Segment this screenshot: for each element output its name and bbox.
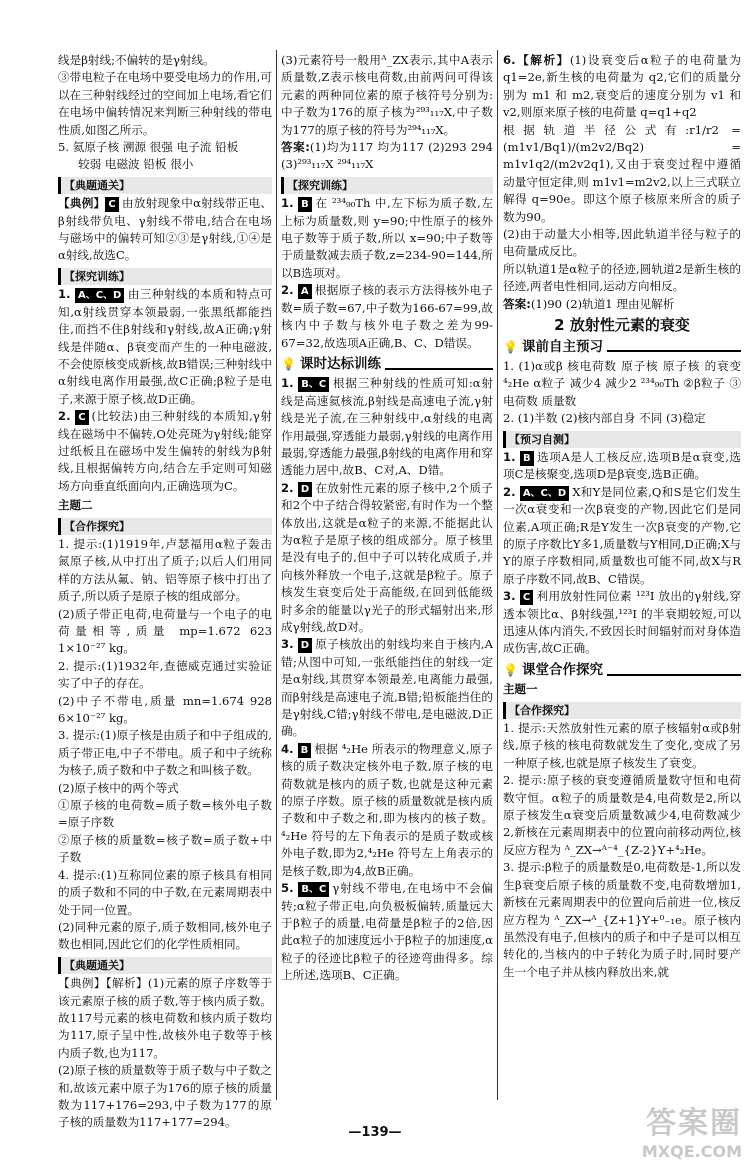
paragraph: 1. B 在 ²³⁴₉₀Th 中,左下标为质子数,左上标为质量数,则 y=90;中性原子的核外电子数等于质子数,所以 x=90;中子数等于质量数减去质子数,z=234-90=144,所以B选项对。 bbox=[281, 196, 494, 280]
lightbulb-icon: 💡 bbox=[281, 356, 296, 371]
paragraph: 4. 提示:(1)互称同位素的原子核具有相同的质子数和不同的中子数,在元素周期表中处于同一位置。 bbox=[58, 867, 272, 917]
section-tag: 【探究训练】 bbox=[58, 268, 272, 285]
paragraph: 3. 提示:β粒子的质量数是0,电荷数是-1,所以发生β衰变后原子核的质量数不变,电荷数增加1,新核在元素周期表中的位置向后前进一位,核反应方程为 ᴬ_ZX→ᴬ_{Z+1}Y+⁰₋₁e。原子核内虽然没有电子,但核内的质子和中子是可以相互转化的,当核内的中子转化为质子时,同时要产生一个电子并从核内释放出来,就 bbox=[503, 860, 741, 979]
topic-heading: 主题二 bbox=[58, 498, 93, 513]
paragraph: 1. 提示:天然放射性元素的原子核辐射α或β射线,原子核的核电荷数就发生了变化,变成了另一种原子核,也就是原子核发生了衰变。 bbox=[503, 721, 741, 770]
lightbulb-icon: 💡 bbox=[503, 339, 518, 354]
paragraph: (2)原子核的质量数等于质子数与中子数之和,故该元素中原子为176的原子核的质量数为117+176=293,中子数为177的原子核的质量数为117+177=294。 bbox=[58, 1063, 272, 1130]
paragraph: 4. B 根据 ⁴₂He 所表示的物理意义,原子核的质子数决定核外电子数,原子核的电荷数就是核内的质子数,也就是这种元素的原子序数。原子核的质量数就是核内质子数和中子数之和,即为核内的核子数。⁴₂He 符号的左下角表示的是质子数或核外电子数,即为2,⁴₂He 符号左上角表示的是核子数,即为4,故B正确。 bbox=[281, 741, 494, 878]
paragraph: ①原子核的电荷数=质子数=核外电子数=原子序数 bbox=[58, 798, 272, 830]
paragraph: 【典例】 C 由放射现象中α射线带正电、β射线带负电、γ射线不带电,结合在电场与磁场中的偏转可知②③是γ射线,①④是α射线,故选C。 bbox=[58, 196, 272, 263]
paragraph: 1. B、C 根据三种射线的性质可知:α射线是高速氦核流,β射线是高速电子流,γ射线是光子流,在三种射线中,α射线的电离作用最强,穿透能力最弱,γ射线的电离作用最弱,穿透能力最强,β射线的电离作用和穿透能力居中,故B、C对,A、D错。 bbox=[281, 376, 493, 478]
paragraph: (2)由于动量大小相等,因此轨道半径与粒子的电荷量成反比。 bbox=[503, 227, 741, 259]
paragraph: 2. 提示:原子核的衰变遵循质量数守恒和电荷数守恒。α粒子的质量数是4,电荷数是2,所以原子核发生α衰变后质量数减少4,电荷数减少2,新核在元素周期表中的位置向前移动两位,核反应方程为 ᴬ_ZX→ᴬ⁻⁴_{Z-2}Y+⁴₂He。 bbox=[503, 773, 741, 857]
paragraph: 2. C (比较法)由三种射线的本质知,γ射线在磁场中不偏转,O处亮斑为γ射线;能穿过纸板且在磁场中发生偏转的射线为β射线,且根据偏转方向,结合左手定则可知磁场方向垂直纸面向内,正确选项为C。 bbox=[58, 409, 272, 493]
lightbulb-icon: 💡 bbox=[503, 662, 518, 677]
section-tag: 【预习自测】 bbox=[503, 431, 741, 448]
section-tag: 【探究训练】 bbox=[281, 177, 493, 194]
paragraph: 1. 提示:(1)1919年,卢瑟福用α粒子轰击氮原子核,从中打出了质子;以后人们用同样的方法从氟、钠、铝等原子核中打出了质子,所以质子是原子核的组成部分。 bbox=[58, 536, 272, 604]
paragraph: 3. 提示:(1)原子核是由质子和中子组成的,质子带正电,中子不带电。质子和中子统称为核子,质子数和中子数之和叫核子数。 bbox=[58, 728, 272, 778]
paragraph: ②原子核的质量数=核子数=质子数+中子数 bbox=[58, 832, 272, 865]
paragraph: 线是β射线;不偏转的是γ射线。 bbox=[58, 53, 215, 67]
paragraph: (2)同种元素的原子,质子数相同,核外电子数也相同,因此它们的化学性质相同。 bbox=[58, 919, 272, 952]
paragraph: 5. B、C γ射线不带电,在电场中不会偏转;α粒子带正电,向负极板偏转,质量远大于β粒子的质量,电荷量是β粒子的2倍,因此α粒子的加速度远小于β粒子的加速度,α粒子的径迹比β粒子的径迹弯曲得多。综上所述,选项B、C正确。 bbox=[281, 881, 493, 983]
section-tag: 【典题通关】 bbox=[58, 957, 272, 974]
paragraph: 答案:(1)90 (2)轨道1 理由见解析 bbox=[503, 296, 675, 311]
paragraph: 答案:(1)均为117 均为117 (2)293 294 (3)²⁹³₁₁₇X ²⁹⁴₁₁₇X bbox=[281, 140, 493, 172]
paragraph: 5. 氦原子核 溯源 很强 电子流 铅板 bbox=[58, 140, 239, 155]
paragraph: 根据轨道半径公式有:r1/r2 = (m1v1/Bq1)/(m2v2/Bq2) = m1v1q2/(m2v2q1),又由于衰变过程中遵循动量守恒定律,则 m1v1=m2v2,以上三式联立解得 q=90e。即这个原子核原来所含的质子数为90。 bbox=[503, 122, 741, 224]
paragraph: 较弱 电磁波 铅板 很小 bbox=[78, 157, 194, 172]
topic-heading: 主题一 bbox=[503, 682, 538, 697]
paragraph: 2. D 在放射性元素的原子核中,2个质子和2个中子结合得较紧密,有时作为一个整体放出,这就是α粒子的来源,不能据此认为α粒子是原子核的组成部分。原子核里是没有电子的,但中子可以转化成质子,并向核外释放一个电子,这就是β粒子。原子核发生衰变后处于高能级,在回到低能级时多余的能量以γ光子的形式辐射出来,形成γ射线,故D对。 bbox=[281, 480, 493, 634]
paragraph: 所以轨道1是α粒子的径迹,圆轨道2是新生核的径迹,两者电性相同,运动方向相反。 bbox=[503, 261, 741, 294]
paragraph: 2. A、C、D X和Y是同位素,Q和S是它们发生一次α衰变和一次β衰变的产物,因此它们是同位素,A项正确;R是Y发生一次β衰变的产物,它的原子序数比Y多1,质量数与Y相同,D正确;X与Y的原子序数相同,质量数也可能不同,故X与R原子序数不同,故B、C错误。 bbox=[503, 484, 741, 586]
paragraph: (2)质子带正电荷,电荷量与一个电子的电荷量相等,质量 mp=1.672 623 1×10⁻²⁷ kg。 bbox=[58, 606, 272, 656]
paragraph: (3)元素符号一般用ᴬ_ZX表示,其中A表示质量数,Z表示核电荷数,由前两问可得该元素的两种同位素的原子核符号分别为:中子数为176的原子核为²⁹³₁₁₇X,中子数为177的原子核的符号为²⁹⁴₁₁₇X。 bbox=[281, 53, 493, 137]
section-tag: 【典题通关】 bbox=[58, 177, 272, 194]
section-heading: 💡 课前自主预习 bbox=[503, 339, 741, 356]
section-heading: 💡 课堂合作探究 bbox=[503, 662, 741, 679]
paragraph: 2. A 根据原子核的表示方法得核外电子数=质子数=67,中子数为166-67=99,故核内中子数与核外电子数之差为99-67=32,故选项A正确,B、C、D错误。 bbox=[281, 283, 493, 350]
paragraph: (2)中子不带电,质量 mn=1.674 928 6×10⁻²⁷ kg。 bbox=[58, 693, 272, 726]
paragraph: 3. D 原子核放出的射线均来自于核内,A错;从图中可知,一张纸能挡住的射线一定是α射线,其贯穿本领最差,电离能力最强,而β射线是高速电子流,B错;铅板能挡住的是γ射线,C错;γ射线不带电,是电磁波,D正确。 bbox=[281, 637, 493, 739]
page-number: —139— bbox=[348, 1125, 402, 1140]
column-left bbox=[58, 52, 272, 1132]
paragraph: ③带电粒子在电场中要受电场力的作用,可以在三种射线经过的空间加上电场,看它们在电场中偏转情况来判断三种射线的带电性质,如图乙所示。 bbox=[58, 70, 272, 137]
paragraph: 1. (1)α或β 核电荷数 原子核 原子核 的衰变 ⁴₂He α粒子 减少4 减少2 ²³⁴₉₀Th ②β粒子 ③电荷数 质量数 bbox=[503, 358, 741, 408]
paragraph: 2. 提示:(1)1932年,查德威克通过实验证实了中子的存在。 bbox=[58, 658, 272, 691]
watermark: 答案圈 MXQE.COM bbox=[641, 1106, 742, 1161]
paragraph: 2. (1)半数 (2)核内部自身 不同 (3)稳定 bbox=[503, 411, 706, 426]
paragraph: 6.【解析】(1)设衰变后α粒子的电荷量为 q1=2e,新生核的电荷量为 q2,它们的质量分别为 m1 和 m2,衰变后的速度分别为 v1 和 v2,则原来原子核的电荷量 q=q1+q2 bbox=[503, 53, 741, 120]
paragraph: (2)原子核中的两个等式 bbox=[58, 780, 179, 795]
section-heading: 💡 课时达标训练 bbox=[281, 356, 493, 373]
paragraph: 1. B 选项A是人工核反应,选项B是α衰变,选项C是核聚变,选项D是β衰变,选B正确。 bbox=[503, 449, 741, 482]
paragraph: 1. A、C、D 由三种射线的本质和特点可知,α射线贯穿本领最弱,一张黑纸都能挡住,而挡不住β射线和γ射线,故A正确;γ射线是伴随α、β衰变而产生的一种电磁波,不会使原核变成新核,故B错误;三种射线中α射线电离作用最强,故C正确;β粒子是电子,来源于原子核,故D正确。 bbox=[58, 287, 272, 406]
section-tag: 【合作探究】 bbox=[58, 518, 272, 535]
column-right bbox=[503, 52, 741, 981]
paragraph: 【典例】【解析】(1)元素的原子序数等于该元素原子核的质子数,等于核内质子数。故117号元素的核电荷数和核内质子数均为117,原子呈中性,故核外电子数等于核内质子数,也为117。 bbox=[58, 976, 272, 1060]
column-divider bbox=[497, 50, 498, 1100]
column-middle bbox=[281, 52, 493, 985]
paragraph: 3. C 利用放射性同位素 ¹²³I 放出的γ射线,穿透本领比α、β射线强,¹²³I 的半衰期较短,可以迅速从体内消失,不致因长时间辐射而对身体造成伤害,故C正确。 bbox=[503, 589, 741, 656]
chapter-title: 2 放射性元素的衰变 bbox=[554, 316, 690, 335]
column-divider bbox=[276, 50, 277, 1100]
section-tag: 【合作探究】 bbox=[503, 702, 741, 719]
